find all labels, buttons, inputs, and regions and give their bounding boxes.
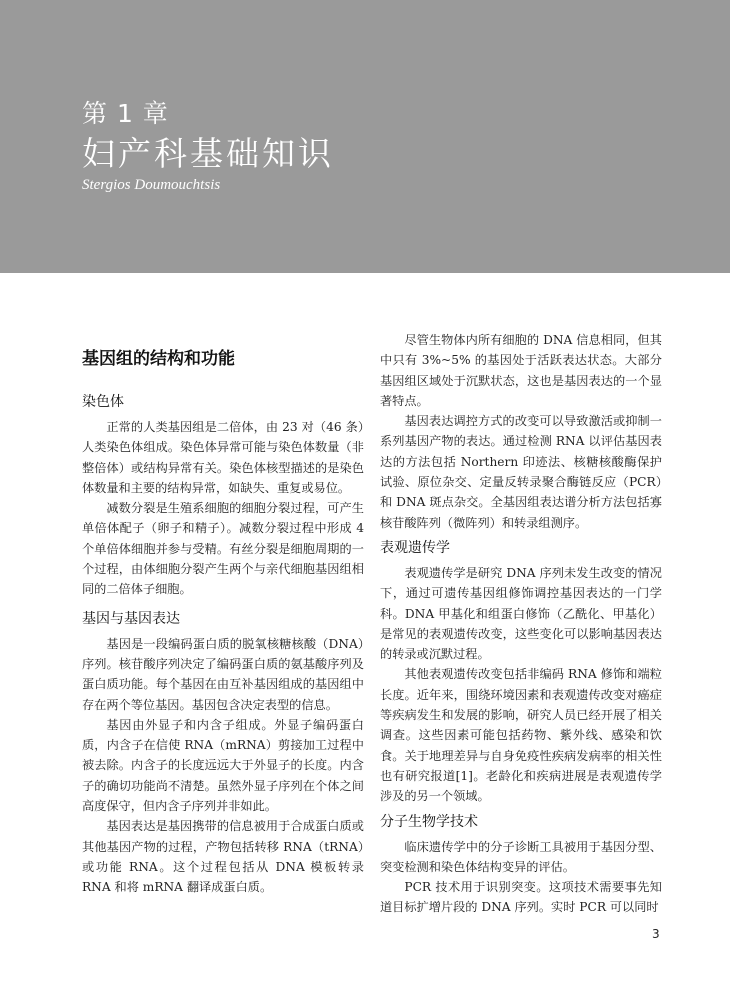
left-column: [82, 330, 364, 898]
chapter-number: 第 1 章: [82, 99, 169, 128]
subsection-heading-epigenetics: 表观遗传学: [380, 539, 450, 556]
paragraph: PCR 技术用于识别突变。这项技术需要事先知道目标扩增片段的 DNA 序列。实时 PCR 可以同时: [380, 880, 662, 915]
subsection-heading-chromosomes: 染色体: [82, 394, 124, 410]
paragraph: 减数分裂是生殖系细胞的细胞分裂过程，可产生单倍体配子（卵子和精子）。减数分裂过程中形成 4 个单倍体细胞并参与受精。有丝分裂是细胞周期的一个过程，由体细胞分裂产生两个与亲代细胞基因组相同的二倍体子细胞。: [82, 501, 364, 597]
paragraph: 临床遗传学中的分子诊断工具被用于基因分型、突变检测和染色体结构变异的评估。: [380, 839, 662, 874]
section-title: 基因组的结构和功能: [82, 349, 235, 369]
paragraph: 基因是一段编码蛋白质的脱氧核糖核酸（DNA）序列。核苷酸序列决定了编码蛋白质的氨基酸序列及蛋白质功能。每个基因在由互补基因组成的基因组中存在两个等位基因。基因包含决定表型的信息。: [82, 636, 364, 712]
paragraph: 基因由外显子和内含子组成。外显子编码蛋白质，内含子在信使 RNA（mRNA）剪接加工过程中被去除。内含子的长度远远大于外显子的长度。内含子的确切功能尚不清楚。虽然外显子序列在个体之间高度保守，但内含子序列并非如此。: [82, 717, 364, 814]
right-column: [380, 330, 662, 918]
chapter-title: 妇产科基础知识: [82, 134, 334, 173]
paragraph: 基因表达调控方式的改变可以导致激活或抑制一系列基因产物的表达。通过检测 RNA 以评估基因表达的方法包括 Northern 印迹法、核糖核酸酶保护试验、原位杂交、定量反转录聚合酶链反应（PCR）和 DNA 斑点杂交。全基因组表达谱分析方法包括寡核苷酸阵列（微阵列）和转录组测序。: [380, 414, 662, 530]
paragraph: 表观遗传学是研究 DNA 序列未发生改变的情况下，通过可遗传基因组修饰调控基因表达的一门学科。DNA 甲基化和组蛋白修饰（乙酰化、甲基化）是常见的表观遗传改变，这些变化可以影响基因表达的转录或沉默过程。: [380, 565, 662, 662]
subsection-heading-gene-expression: 基因与基因表达: [82, 610, 180, 627]
paragraph: 尽管生物体内所有细胞的 DNA 信息相同，但其中只有 3%~5% 的基因处于活跃表达状态。大部分基因组区域处于沉默状态，这也是基因表达的一个显著特点。: [380, 333, 662, 408]
page-number: 3: [652, 927, 660, 941]
subsection-heading-molecular-techniques: 分子生物学技术: [380, 813, 478, 830]
paragraph: 其他表观遗传改变包括非编码 RNA 修饰和端粒长度。近年来，围绕环境因素和表观遗传改变对癌症等疾病发生和发展的影响，研究人员已经开展了相关调查。这些因素可能包括药物、紫外线、感染和饮食。关于地理差异与自身免疫性疾病发病率的相关性也有研究报道[1]。老龄化和疾病进展是表观遗传学涉及的另一个领域。: [380, 667, 662, 804]
paragraph: 基因表达是基因携带的信息被用于合成蛋白质或其他基因产物的过程，产物包括转移 RNA（tRNA）或功能 RNA。这个过程包括从 DNA 模板转录 RNA 和将 mRNA 翻译成蛋白质。: [82, 819, 364, 895]
paragraph: 正常的人类基因组是二倍体，由 23 对（46 条）人类染色体组成。染色体异常可能与染色体数量（非整倍体）或结构异常有关。染色体核型描述的是染色体数量和主要的结构异常，如缺失、重复或易位。: [82, 420, 364, 495]
chapter-author: Stergios Doumouchtsis: [82, 177, 221, 193]
chapter-header-banner: [0, 0, 730, 273]
